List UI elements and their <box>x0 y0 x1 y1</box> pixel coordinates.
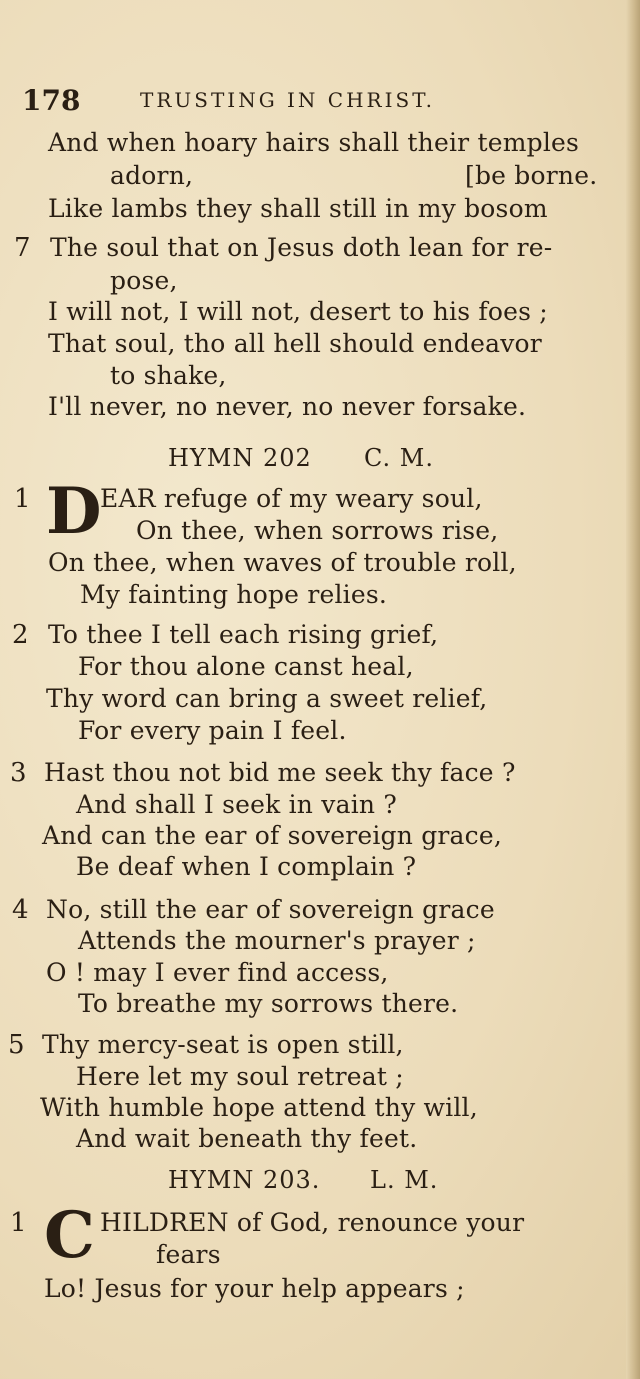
hymn-title: HYMN 202 <box>168 444 312 472</box>
text-line: And shall I seek in vain ? <box>76 790 397 819</box>
text-line: O ! may I ever find access, <box>46 958 389 987</box>
text-line: My fainting hope relies. <box>80 580 388 609</box>
text-line: Attends the mourner's prayer ; <box>78 926 476 955</box>
text-line: For every pain I feel. <box>78 716 347 745</box>
hymn-meter: L. M. <box>370 1166 439 1194</box>
verse-number: 4 <box>12 895 29 925</box>
hymn-meter: C. M. <box>364 444 434 472</box>
text-line: I'll never, no never, no never forsake. <box>48 392 527 421</box>
text-line: Thy mercy-seat is open still, <box>42 1030 404 1059</box>
text-line: With humble hope attend thy will, <box>40 1093 478 1122</box>
drop-cap: C <box>44 1198 95 1273</box>
text-line: And when hoary hairs shall their temples <box>48 128 580 157</box>
text-line: adorn, <box>110 161 194 190</box>
text-line: That soul, tho all hell should endeavor <box>48 329 542 358</box>
verse-number: 1 <box>10 1208 27 1238</box>
page-number: 178 <box>22 84 81 117</box>
verse-number: 2 <box>12 620 29 650</box>
text-line: On thee, when sorrows rise, <box>136 516 499 545</box>
running-title: TRUSTING IN CHRIST. <box>140 88 435 112</box>
verse-number: 7 <box>14 233 31 263</box>
text-line: To thee I tell each rising grief, <box>48 620 439 649</box>
text-line: To breathe my sorrows there. <box>78 989 459 1018</box>
text-line: HILDREN of God, renounce your <box>100 1208 525 1237</box>
verse-number: 1 <box>14 484 31 514</box>
text-line: to shake, <box>110 361 227 390</box>
text-line: Here let my soul retreat ; <box>76 1062 404 1091</box>
verse-number: 5 <box>8 1030 25 1060</box>
text-line: The soul that on Jesus doth lean for re- <box>50 233 553 262</box>
text-line: Lo! Jesus for your help appears ; <box>44 1274 465 1303</box>
text-line: [be borne. <box>465 161 598 190</box>
text-line: Thy word can bring a sweet relief, <box>46 684 488 713</box>
text-line: pose, <box>110 266 178 295</box>
verse-number: 3 <box>10 758 27 788</box>
text-line: I will not, I will not, desert to his foes ; <box>48 297 548 326</box>
text-line: For thou alone canst heal, <box>78 652 414 681</box>
hymn-title: HYMN 203. <box>168 1166 321 1194</box>
text-line: And can the ear of sovereign grace, <box>42 821 502 850</box>
text-line: No, still the ear of sovereign grace <box>46 895 495 924</box>
text-line: EAR refuge of my weary soul, <box>100 484 483 513</box>
text-line: Like lambs they shall still in my bosom <box>48 194 548 223</box>
text-line: Be deaf when I complain ? <box>76 852 417 881</box>
drop-cap: D <box>46 474 102 549</box>
text-line: Hast thou not bid me seek thy face ? <box>44 758 516 787</box>
page-edge <box>626 0 640 1379</box>
text-line: fears <box>156 1240 221 1269</box>
text-line: On thee, when waves of trouble roll, <box>48 548 517 577</box>
text-line: And wait beneath thy feet. <box>76 1124 418 1153</box>
